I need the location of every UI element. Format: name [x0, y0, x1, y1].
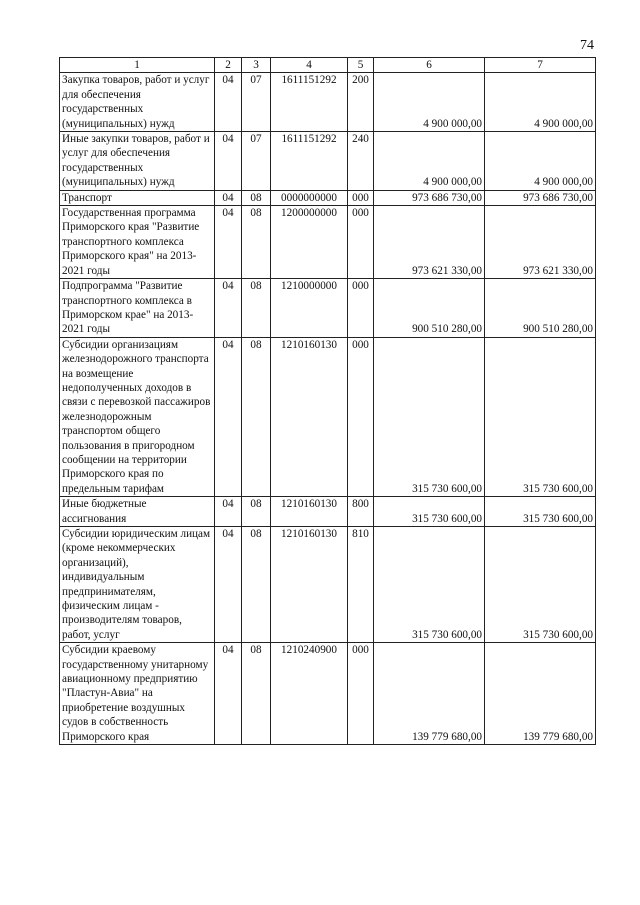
amount-col6: 900 510 280,00 [374, 279, 485, 338]
row-name: Субсидии краевому государственному унитарному авиационному предприятию "Пластун-Авиа" на приобретение воздушных судов в собственность Приморского края [60, 643, 215, 745]
expense-type-code: 810 [348, 527, 374, 643]
expense-type-code: 000 [348, 190, 374, 205]
amount-col6: 973 621 330,00 [374, 206, 485, 279]
target-article-code: 1210000000 [271, 279, 348, 338]
section-code: 04 [215, 337, 242, 496]
column-header: 4 [271, 58, 348, 73]
expense-type-code: 000 [348, 279, 374, 338]
expense-type-code: 200 [348, 73, 374, 132]
row-name: Иные бюджетные ассигнования [60, 497, 215, 527]
row-name: Закупка товаров, работ и услуг для обеспечения государственных (муниципальных) нужд [60, 73, 215, 132]
section-code: 04 [215, 206, 242, 279]
section-code: 04 [215, 527, 242, 643]
expense-type-code: 800 [348, 497, 374, 527]
row-name: Иные закупки товаров, работ и услуг для обеспечения государственных (муниципальных) нужд [60, 132, 215, 191]
subsection-code: 07 [242, 132, 271, 191]
subsection-code: 07 [242, 73, 271, 132]
section-code: 04 [215, 279, 242, 338]
subsection-code: 08 [242, 190, 271, 205]
amount-col6: 315 730 600,00 [374, 527, 485, 643]
table-row [60, 527, 596, 643]
amount-col7: 4 900 000,00 [485, 73, 596, 132]
target-article-code: 1210160130 [271, 337, 348, 496]
subsection-code: 08 [242, 497, 271, 527]
table-row [60, 206, 596, 279]
amount-col6: 4 900 000,00 [374, 132, 485, 191]
amount-col6: 139 779 680,00 [374, 643, 485, 745]
amount-col7: 973 621 330,00 [485, 206, 596, 279]
amount-col7: 139 779 680,00 [485, 643, 596, 745]
row-name: Государственная программа Приморского края "Развитие транспортного комплекса Приморского края" на 2013-2021 годы [60, 206, 215, 279]
target-article-code: 0000000000 [271, 190, 348, 205]
table-row [60, 643, 596, 745]
row-name: Подпрограмма "Развитие транспортного комплекса в Приморском крае" на 2013-2021 годы [60, 279, 215, 338]
section-code: 04 [215, 190, 242, 205]
subsection-code: 08 [242, 279, 271, 338]
section-code: 04 [215, 643, 242, 745]
table-row [60, 132, 596, 191]
target-article-code: 1611151292 [271, 132, 348, 191]
subsection-code: 08 [242, 643, 271, 745]
subsection-code: 08 [242, 527, 271, 643]
column-header: 3 [242, 58, 271, 73]
expense-type-code: 000 [348, 643, 374, 745]
expense-type-code: 240 [348, 132, 374, 191]
table-row [60, 497, 596, 527]
target-article-code: 1210240900 [271, 643, 348, 745]
page-number: 74 [580, 38, 594, 53]
amount-col7: 315 730 600,00 [485, 527, 596, 643]
amount-col7: 900 510 280,00 [485, 279, 596, 338]
amount-col7: 315 730 600,00 [485, 337, 596, 496]
table-row [60, 337, 596, 496]
amount-col6: 973 686 730,00 [374, 190, 485, 205]
table-row [60, 73, 596, 132]
table-row [60, 279, 596, 338]
column-header: 5 [348, 58, 374, 73]
budget-table [59, 57, 596, 745]
amount-col6: 315 730 600,00 [374, 497, 485, 527]
amount-col7: 4 900 000,00 [485, 132, 596, 191]
section-code: 04 [215, 132, 242, 191]
amount-col7: 973 686 730,00 [485, 190, 596, 205]
table-row [60, 190, 596, 205]
amount-col6: 315 730 600,00 [374, 337, 485, 496]
row-name: Субсидии юридическим лицам (кроме некоммерческих организаций), индивидуальным предпринимателям, физическим лицам - производителям товаров, работ, услуг [60, 527, 215, 643]
section-code: 04 [215, 73, 242, 132]
target-article-code: 1611151292 [271, 73, 348, 132]
target-article-code: 1210160130 [271, 527, 348, 643]
section-code: 04 [215, 497, 242, 527]
subsection-code: 08 [242, 337, 271, 496]
column-header: 2 [215, 58, 242, 73]
row-name: Транспорт [60, 190, 215, 205]
column-header: 6 [374, 58, 485, 73]
row-name: Субсидии организациям железнодорожного транспорта на возмещение недополученных доходов в связи с перевозкой пассажиров железнодорожным транспортом общего пользования в пригородном сообщении на территории Приморского края по предельным тарифам [60, 337, 215, 496]
amount-col7: 315 730 600,00 [485, 497, 596, 527]
target-article-code: 1210160130 [271, 497, 348, 527]
expense-type-code: 000 [348, 337, 374, 496]
target-article-code: 1200000000 [271, 206, 348, 279]
table-header-row [60, 58, 596, 73]
subsection-code: 08 [242, 206, 271, 279]
amount-col6: 4 900 000,00 [374, 73, 485, 132]
column-header: 7 [485, 58, 596, 73]
column-header: 1 [60, 58, 215, 73]
expense-type-code: 000 [348, 206, 374, 279]
